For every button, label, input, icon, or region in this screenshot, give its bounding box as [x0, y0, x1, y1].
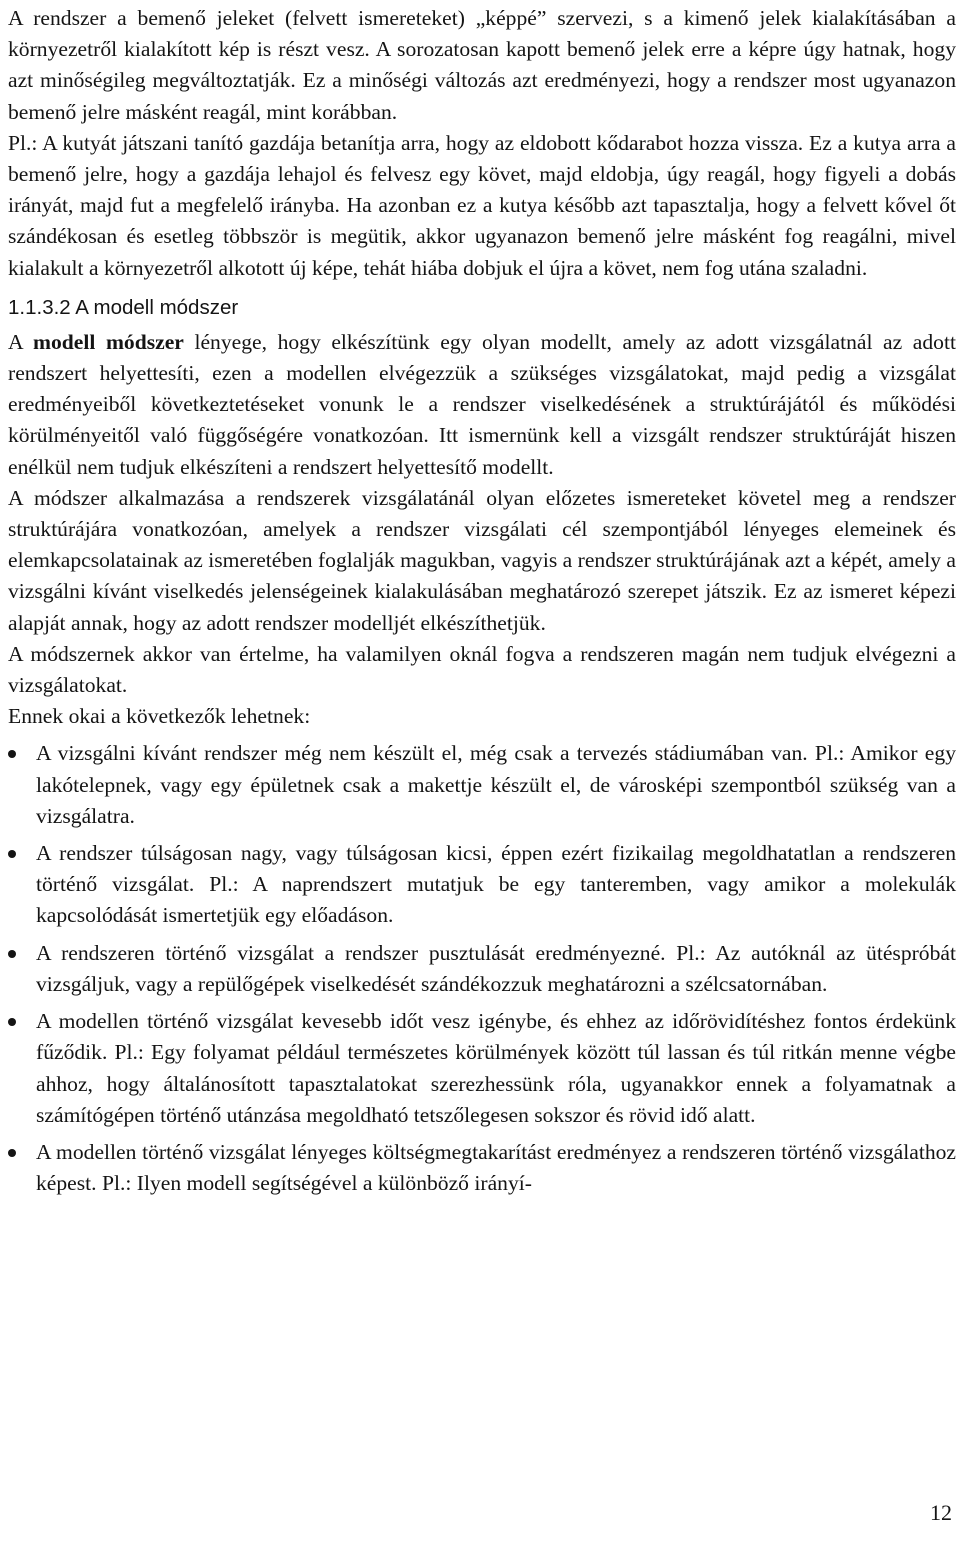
document-page	[8, 0, 956, 1199]
paragraph-method-application: A módszer alkalmazása a rendszerek vizsgálatánál olyan előzetes ismereteket követel meg a rendszer struktúrájára vonatkozóan, amelyek a rendszer vizsgálati cél szempontjából lényeges elemeinek és elemkapcsolatainak az ismeretében foglalják magukban, vagyis a rendszer struktúrájának azt a képét, amely a vizsgálni kívánt viselkedés jelenségeinek kialakulásában meghatározó szerepet játszik. Ez az ismeret képezi alapját annak, hogy az adott rendszer modelljét elkészíthetjük.	[8, 485, 956, 635]
list-item	[8, 738, 956, 832]
paragraph-method-meaning: A módszernek akkor van értelme, ha valamilyen oknál fogva a rendszeren magán nem tudjuk elvégezni a vizsgálatokat.	[8, 641, 956, 698]
paragraph-intro: A rendszer a bemenő jeleket (felvett ismereteket) „képpé” szervezi, s a kimenő jelek kialakításában a környezetről kialakított kép is részt vesz. A sorozatosan kapott bemenő jelek erre a képre úgy hatnak, hogy azt minőségileg megváltoztatják. Ez a minőségi változás azt eredményezi, hogy a rendszer most ugyanazon bemenő jelre másként reagál, mint korábban.	[8, 6, 956, 124]
page-number: 12	[930, 1500, 952, 1525]
list-item-text: A rendszer túlságosan nagy, vagy túlságosan kicsi, éppen ezért fizikailag megoldhatatlan a rendszeren történő vizsgálat. Pl.: A naprendszert mutatjuk be egy tanteremben, vagy amikor a molekulák kapcsolódását ismertetjük egy előadáson.	[36, 841, 956, 928]
reasons-list	[8, 738, 956, 1199]
list-item	[8, 838, 956, 932]
list-item-text: A modellen történő vizsgálat kevesebb időt vesz igénybe, és ehhez az időrövidítéshez fontos érdekünk fűződik. Pl.: Egy folyamat például természetes körülmények között túl lassan és túl ritkán menne végbe ahhoz, hogy általánosított tapasztalatokat szerezhessünk róla, ugyanakkor ennek a folyamatnak a számítógépen történő utánzása megoldható tetszőlegesen sokszor és rövid idő alatt.	[36, 1009, 956, 1127]
list-item-text: A vizsgálni kívánt rendszer még nem készült el, még csak a tervezés stádiumában van. Pl.: Amikor egy lakótelepnek, vagy egy épületnek csak a makettje készült el, de városképi szempontból szükség van a vizsgálatra.	[36, 741, 956, 828]
bullet-icon	[8, 750, 16, 758]
paragraph-reasons-intro: Ennek okai a következők lehetnek:	[8, 704, 311, 729]
list-item	[8, 938, 956, 1000]
bullet-icon	[8, 950, 16, 958]
bold-term-model-method: modell módszer	[32, 329, 184, 354]
paragraph-example-dog: Pl.: A kutyát játszani tanító gazdája betanítja arra, hogy az eldobott kődarabot hozza vissza. Ez a kutya arra a bemenő jelre, hogy a gazdája lehajol és felvesz egy követ, majd eldobja, úgy reagál, hogy figyeli a dobás irányát, majd fut a megfelelő irányba. Ha azonban ez a kutya később azt tapasztalja, hogy a felvett kővel őt szándékosan és esetleg többször is megütik, akkor ugyanazon bemenő jelre másként fog reagálni, mivel kialakult a környezetről alkotott új képe, tehát hiába dobjuk el újra a követ, nem fog utána szaladni.	[8, 130, 956, 280]
bullet-icon	[8, 1149, 16, 1157]
paragraph-model-method-rest: lényege, hogy elkészítünk egy olyan modellt, amely az adott vizsgálatnál az adott rendszert helyettesíti, ezen a modellen elvégezzük a szükséges vizsgálatokat, majd pedig a vizsgálat eredményeiből következtetéseket vonunk le a rendszer viselkedésének a struktúrájától és működési körülményeitől való függőségére vonatkozóan. Itt ismernünk kell a vizsgált rendszer struktúráját hiszen enélkül nem tudjuk elkészíteni a rendszert helyettesítő modellt.	[8, 329, 956, 479]
list-item-text: A rendszeren történő vizsgálat a rendszer pusztulását eredményezné. Pl.: Az autóknál az ütéspróbát vizsgáljuk, vagy a repülőgépek viselkedését szándékozzuk meghatározni a szélcsatornában.	[36, 940, 956, 996]
list-item-text: A modellen történő vizsgálat lényeges költségmegtakarítást eredményez a rendszeren történő vizsgálathoz képest. Pl.: Ilyen modell segítségével a különböző irányí-	[36, 1139, 956, 1196]
bullet-icon	[8, 1018, 16, 1026]
list-item	[8, 1137, 956, 1199]
section-heading: 1.1.3.2 A modell módszer	[8, 295, 239, 319]
list-item	[8, 1006, 956, 1131]
bullet-icon	[8, 850, 16, 858]
paragraph-model-method	[8, 327, 956, 483]
paragraph-model-method-start: A	[8, 329, 33, 354]
